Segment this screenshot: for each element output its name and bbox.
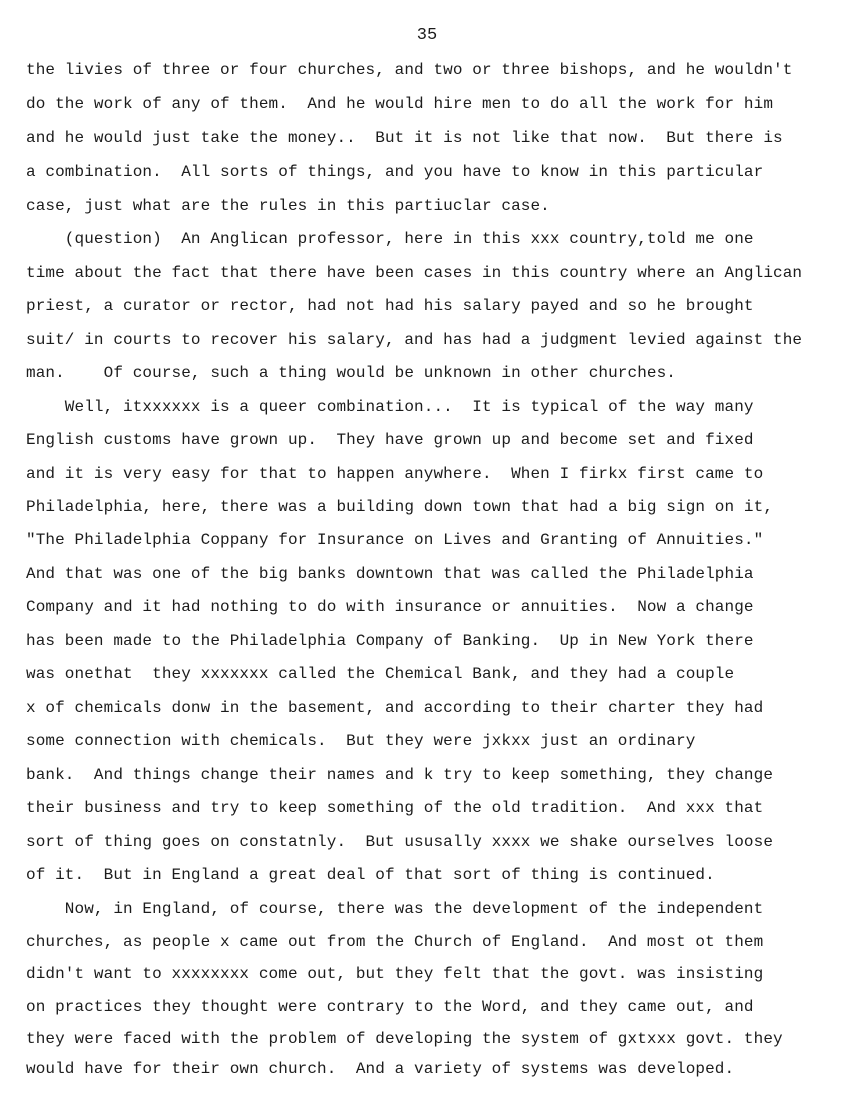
- text-line: suit/ in courts to recover his salary, and has had a judgment levied against the: [26, 331, 803, 349]
- text-line: they were faced with the problem of developing the system of gxtxxx govt. they: [26, 1030, 783, 1048]
- text-line: on practices they thought were contrary to the Word, and they came out, and: [26, 998, 754, 1016]
- text-line: Philadelphia, here, there was a building down town that had a big sign on it,: [26, 498, 774, 516]
- text-line: (question) An Anglican professor, here in this xxx country,told me one: [26, 230, 754, 248]
- text-line: Now, in England, of course, there was the development of the independent: [26, 900, 764, 918]
- text-line: man. Of course, such a thing would be unknown in other churches.: [26, 364, 677, 382]
- text-line: And that was one of the big banks downtown that was called the Philadelphia: [26, 565, 754, 583]
- text-line: sort of thing goes on constatnly. But ususally xxxx we shake ourselves loose: [26, 833, 774, 851]
- text-line: churches, as people x came out from the Church of England. And most ot them: [26, 933, 764, 951]
- text-line: "The Philadelphia Coppany for Insurance on Lives and Granting of Annuities.": [26, 531, 764, 549]
- text-line: x of chemicals donw in the basement, and according to their charter they had: [26, 699, 764, 717]
- text-line: Well, itxxxxxx is a queer combination... It is typical of the way many: [26, 398, 754, 416]
- text-line: priest, a curator or rector, had not had his salary payed and so he brought: [26, 297, 754, 315]
- text-line: Company and it had nothing to do with insurance or annuities. Now a change: [26, 598, 754, 616]
- text-line: a combination. All sorts of things, and you have to know in this particular: [26, 163, 764, 181]
- text-line: bank. And things change their names and k try to keep something, they change: [26, 766, 774, 784]
- text-line: English customs have grown up. They have grown up and become set and fixed: [26, 431, 754, 449]
- text-line: would have for their own church. And a variety of systems was developed.: [26, 1060, 735, 1078]
- text-line: has been made to the Philadelphia Company of Banking. Up in New York there: [26, 632, 754, 650]
- text-line: case, just what are the rules in this partiuclar case.: [26, 197, 550, 215]
- text-line: their business and try to keep something of the old tradition. And xxx that: [26, 799, 764, 817]
- text-line: some connection with chemicals. But they were jxkxx just an ordinary: [26, 732, 696, 750]
- text-line: and it is very easy for that to happen anywhere. When I firkx first came to: [26, 465, 764, 483]
- text-line: the livies of three or four churches, and two or three bishops, and he wouldn't: [26, 61, 793, 79]
- text-line: was onethat they xxxxxxx called the Chemical Bank, and they had a couple: [26, 665, 735, 683]
- text-line: didn't want to xxxxxxxx come out, but they felt that the govt. was insisting: [26, 965, 764, 983]
- text-line: time about the fact that there have been cases in this country where an Anglican: [26, 264, 803, 282]
- text-line: do the work of any of them. And he would hire men to do all the work for him: [26, 95, 774, 113]
- text-line: and he would just take the money.. But it is not like that now. But there is: [26, 129, 783, 147]
- text-line: of it. But in England a great deal of that sort of thing is continued.: [26, 866, 715, 884]
- page-number: 35: [416, 26, 438, 45]
